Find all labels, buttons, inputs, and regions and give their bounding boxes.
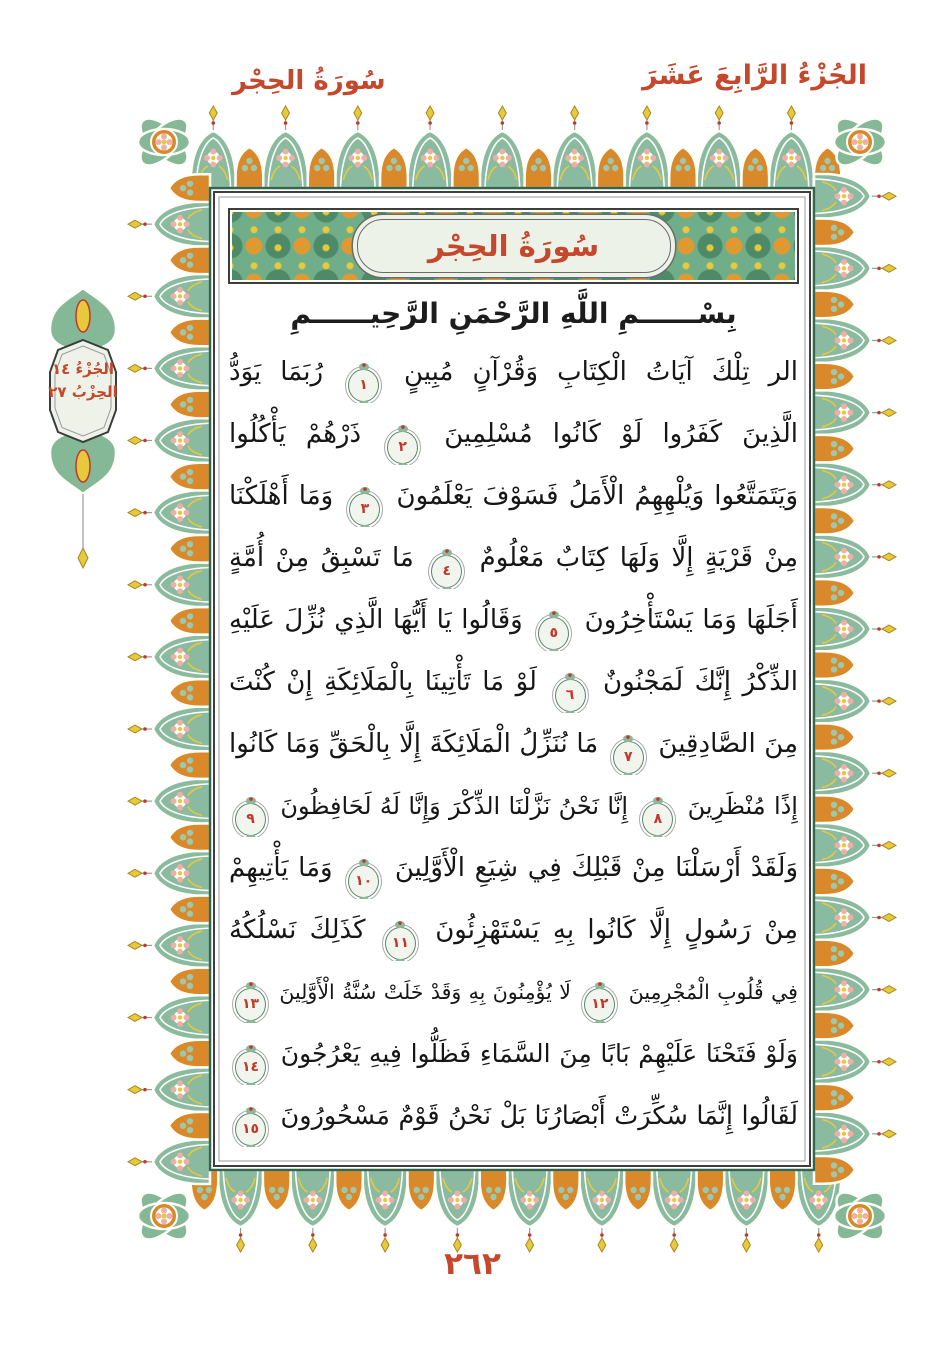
quran-text-segment: أَجَلَهَا وَمَا يَسْتَأْخِرُونَ — [584, 605, 798, 635]
surah-title: سُورَةُ الحِجْر — [427, 229, 600, 263]
medallion-hizb-label: الحِزْبُ ٢٧ — [48, 383, 118, 401]
quran-text-segment: لَوْ مَا تَأْتِينَا بِالْمَلَائِكَةِ إِنْ كُنْتَ — [229, 667, 537, 697]
quran-text-area — [229, 341, 798, 1156]
quran-text-segment: إِذًا مُنْظَرِينَ — [687, 792, 798, 820]
quran-text-segment: الر تِلْكَ آيَاتُ الْكِتَابِ وَقُرْآنٍ مُبِينٍ — [404, 357, 798, 387]
ayah-marker: ١٠ — [348, 865, 379, 898]
ayah-marker: ٩ — [235, 803, 266, 836]
quran-line — [229, 403, 798, 465]
ayah-marker: ١٣ — [235, 988, 266, 1021]
quran-line — [229, 651, 798, 713]
ayah-marker: ٧ — [613, 741, 644, 774]
ayah-marker: ١٢ — [584, 988, 615, 1021]
medallion-juz-label: الجُزْءُ ١٤ — [51, 360, 115, 378]
quran-text-segment: الذِّكْرُ إِنَّكَ لَمَجْنُونٌ — [603, 667, 798, 697]
quran-line — [229, 1085, 798, 1147]
quran-text-segment: مَا نُنَزِّلُ الْمَلَائِكَةَ إِلَّا بِالْحَقِّ وَمَا كَانُوا — [229, 729, 599, 759]
quran-line — [229, 961, 798, 1023]
quran-line — [229, 775, 798, 837]
quran-text-segment: وَقَالُوا يَا أَيُّهَا الَّذِي نُزِّلَ عَلَيْهِ — [229, 605, 523, 635]
ayah-marker: ٤ — [431, 555, 462, 588]
quran-text-segment: كَذَلِكَ نَسْلُكُهُ — [229, 915, 366, 945]
ayah-marker: ١٥ — [235, 1113, 266, 1146]
quran-line — [229, 465, 798, 527]
page-number: ٢٦٢ — [444, 1246, 501, 1282]
quran-text-segment: فِي قُلُوبِ الْمُجْرِمِينَ — [628, 980, 798, 1004]
juz-hizb-medallion — [28, 286, 138, 576]
quran-text-segment: ذَرْهُمْ يَأْكُلُوا — [229, 419, 362, 449]
surah-header-label: سُورَةُ الحِجْر — [232, 66, 386, 96]
surah-title-banner — [228, 208, 799, 284]
ayah-marker: ١١ — [385, 927, 416, 960]
quran-text-segment: مَا تَسْبِقُ مِنْ أُمَّةٍ — [229, 543, 414, 573]
juz-header-label: الجُزْءُ الرَّابِعَ عَشَرَ — [642, 60, 867, 91]
quran-text-segment: رُبَمَا يَوَدُّ — [229, 357, 324, 387]
quran-text-segment: لَا يُؤْمِنُونَ بِهِ وَقَدْ خَلَتْ سُنَّةُ الْأَوَّلِينَ — [279, 980, 571, 1004]
quran-line — [229, 341, 798, 403]
quran-text-segment: مِنْ رَسُولٍ إِلَّا كَانُوا بِهِ يَسْتَهْزِئُونَ — [435, 915, 798, 945]
quran-line — [229, 589, 798, 651]
quran-text-segment: وَلَوْ فَتَحْنَا عَلَيْهِمْ بَابًا مِنَ السَّمَاءِ فَظَلُّوا فِيهِ يَعْرُجُونَ — [280, 1039, 798, 1068]
quran-text-segment: الَّذِينَ كَفَرُوا لَوْ كَانُوا مُسْلِمِينَ — [444, 419, 798, 449]
quran-text-segment: لَقَالُوا إِنَّمَا سُكِّرَتْ أَبْصَارُنَا بَلْ نَحْنُ قَوْمٌ مَسْحُورُونَ — [280, 1101, 798, 1131]
ayah-marker: ٢ — [387, 431, 418, 464]
quran-line — [229, 713, 798, 775]
ayah-marker: ٣ — [349, 493, 380, 526]
quran-text-segment: مِنْ قَرْيَةٍ إِلَّا وَلَهَا كِتَابٌ مَعْلُومٌ — [479, 543, 798, 573]
quran-text-segment: وَمَا أَهْلَكْنَا — [229, 481, 334, 511]
medallion-ornament-icon — [28, 286, 138, 576]
quran-text-segment: إِنَّا نَحْنُ نَزَّلْنَا الذِّكْرَ وَإِنَّا لَهُ لَحَافِظُونَ — [280, 792, 629, 820]
quran-text-segment: وَلَقَدْ أَرْسَلْنَا مِنْ قَبْلِكَ فِي شِيَعِ الْأَوَّلِينَ — [394, 853, 798, 883]
ayah-marker: ٦ — [555, 679, 586, 712]
surah-title-cartouche — [357, 219, 671, 273]
page-content — [223, 201, 804, 1162]
quran-text-segment: مِنَ الصَّادِقِينَ — [658, 729, 798, 759]
quran-line — [229, 837, 798, 899]
quran-line — [229, 899, 798, 961]
quran-text-segment: وَيَتَمَتَّعُوا وَيُلْهِهِمُ الْأَمَلُ فَسَوْفَ يَعْلَمُونَ — [396, 481, 798, 511]
ayah-marker: ٥ — [538, 617, 569, 650]
ayah-marker: ١ — [348, 369, 379, 402]
bismillah: بِسْــــــمِ اللَّهِ الرَّحْمَنِ الرَّحِيــــــمِ — [290, 297, 737, 330]
quran-line — [229, 1023, 798, 1085]
ayah-marker: ٨ — [642, 803, 673, 836]
quran-line — [229, 527, 798, 589]
quran-text-segment: وَمَا يَأْتِيهِمْ — [229, 853, 333, 883]
ayah-marker: ١٤ — [235, 1051, 266, 1084]
